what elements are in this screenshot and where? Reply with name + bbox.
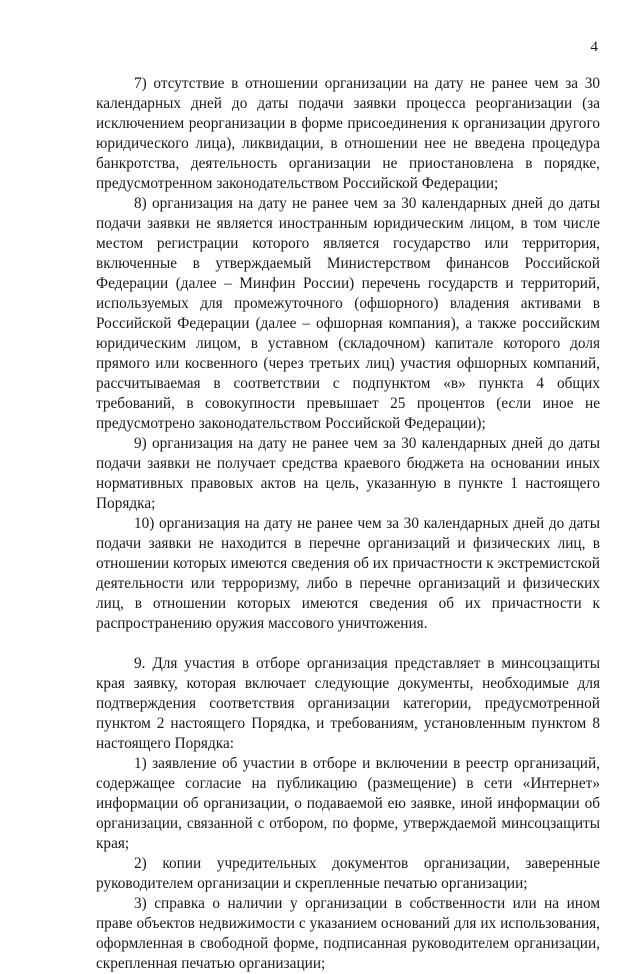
paragraph-document-3: 3) справка о наличии у организации в собственности или на ином праве объектов недвижимости с указанием оснований для их использования, оформленная в свободной форме, подписанная руководителем организации, скрепленная печатью организации; — [96, 895, 600, 972]
document-body — [96, 74, 600, 974]
paragraph-section-9: 9. Для участия в отборе организация представляет в минсоцзащиты края заявку, которая включает следующие документы, необходимые для подтверждения соответствия организации категории, предусмотренной пунктом 2 настоящего Порядка, и требованиям, установленным пунктом 8 настоящего Порядка: — [96, 655, 600, 752]
page-number: 4 — [590, 39, 598, 55]
paragraph-document-2: 2) копии учредительных документов организации, заверенные руководителем организации и скрепленные печатью организации; — [96, 855, 600, 892]
paragraph-item-10: 10) организация на дату не ранее чем за 30 календарных дней до даты подачи заявки не находится в перечне организаций и физических лиц, в отношении которых имеются сведения об их причастности к экстремистской деятельности или терроризму, либо в перечне организаций и физических лиц, в отношении которых имеются сведения об их причастности к распространению оружия массового уничтожения. — [96, 515, 600, 632]
paragraph-item-9: 9) организация на дату не ранее чем за 30 календарных дней до даты подачи заявки не получает средства краевого бюджета на основании иных нормативных правовых актов на цель, указанную в пункте 1 настоящего Порядка; — [96, 435, 600, 512]
paragraph-document-1: 1) заявление об участии в отборе и включении в реестр организаций, содержащее согласие на публикацию (размещение) в сети «Интернет» информации об организации, о подаваемой ею заявке, иной информации об организации, связанной с отбором, по форме, утверждаемой минсоцзащиты края; — [96, 755, 600, 852]
paragraph-item-7: 7) отсутствие в отношении организации на дату не ранее чем за 30 календарных дней до даты подачи заявки процесса реорганизации (за исключением реорганизации в форме присоединения к организации другого юридического лица), ликвидации, в отношении нее не введена процедура банкротства, деятельность организации не приостановлена в порядке, предусмотренном законодательством Российской Федерации; — [96, 75, 600, 192]
paragraph-item-8: 8) организация на дату не ранее чем за 30 календарных дней до даты подачи заявки не является иностранным юридическим лицом, в том числе местом регистрации которого является государство или территория, включенные в утверждаемый Министерством финансов Российской Федерации (далее – Минфин России) перечень государств и территорий, используемых для промежуточного (офшорного) владения активами в Российской Федерации (далее – офшорная компания), а также российским юридическим лицом, в уставном (складочном) капитале которого доля прямого или косвенного (через третьих лиц) участия офшорных компаний, рассчитываемая в соответствии с подпунктом «в» пункта 4 общих требований, в совокупности превышает 25 процентов (если иное не предусмотрено законодательством Российской Федерации); — [96, 195, 600, 432]
